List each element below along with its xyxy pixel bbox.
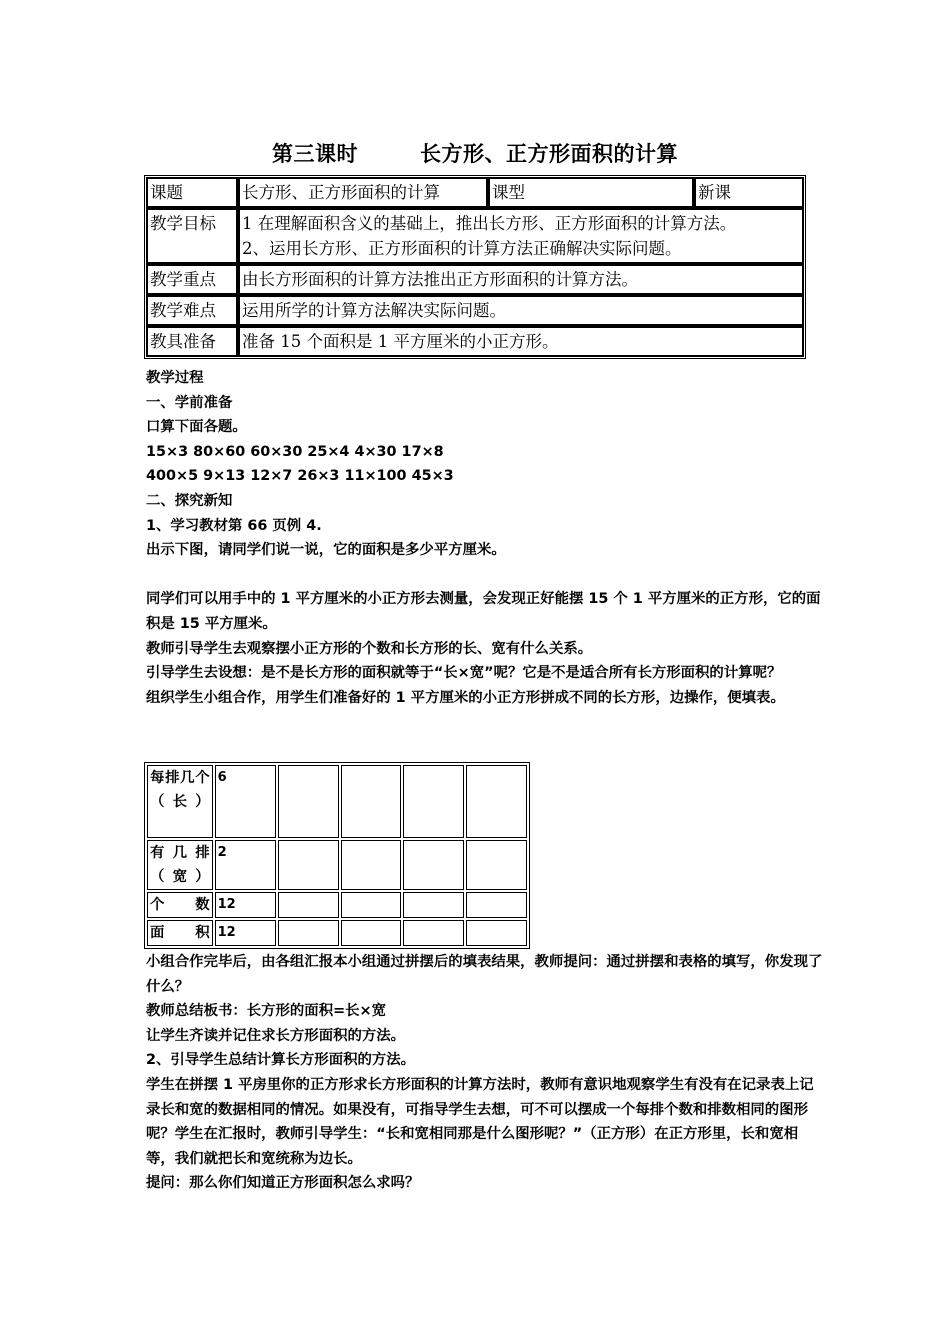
text-formula: 教师总结板书：长方形的面积=长×宽 <box>146 1003 386 1020</box>
label-topic: 课题 <box>147 178 237 207</box>
fill-cell <box>278 840 339 890</box>
label-objectives: 教学目标 <box>147 209 237 263</box>
info-row-topic <box>147 178 803 207</box>
value-lesson-type: 新课 <box>695 178 803 207</box>
value-objectives <box>239 209 803 263</box>
heading-teaching-process: 教学过程 <box>146 370 204 386</box>
fill-cell <box>341 840 402 890</box>
summary-section <box>146 950 826 1196</box>
fill-row-count <box>147 892 527 918</box>
fill-cell <box>403 920 464 946</box>
fill-cell <box>341 765 402 838</box>
label-lesson-type: 课型 <box>489 178 693 207</box>
fill-label-count: 个数 <box>147 892 213 918</box>
fill-label-area: 面积 <box>147 920 213 946</box>
label-difficulties: 教学难点 <box>147 296 237 325</box>
objective-1: 1 在理解面积含义的基础上，推出长方形、正方形面积的计算方法。 <box>242 214 737 233</box>
fill-value-area: 12 <box>215 920 276 946</box>
teaching-process-section <box>146 366 826 710</box>
text-observe: 教师引导学生去观察摆小正方形的个数和长方形的长、宽有什么关系。 <box>146 640 593 657</box>
fill-label-length: 每排几个（长） <box>147 765 213 838</box>
fill-cell <box>278 892 339 918</box>
info-row-materials <box>147 327 803 356</box>
text-read-aloud: 让学生齐读并记住求长方形面积的方法。 <box>146 1027 406 1044</box>
text-example: 1、学习教材第 66 页例 4. <box>146 517 322 534</box>
fill-cell <box>278 765 339 838</box>
fill-cell <box>278 920 339 946</box>
fill-cell <box>466 840 527 890</box>
blank-line <box>146 563 826 588</box>
text-question: 提问：那么你们知道正方形面积怎么求吗？ <box>146 1175 420 1192</box>
text-report: 小组合作完毕后，由各组汇报本小组通过拼摆后的填表结果，教师提问：通过拼摆和表格的填写，你发现了什么？ <box>146 954 823 995</box>
fill-label-width: 有几排（宽） <box>147 840 213 890</box>
value-key-points: 由长方形面积的计算方法推出正方形面积的计算方法。 <box>239 265 803 294</box>
fill-value-count: 12 <box>215 892 276 918</box>
fill-cell <box>341 892 402 918</box>
text-show-figure: 出示下图，请同学们说一说，它的面积是多少平方厘米。 <box>146 542 506 559</box>
text-oral-calc: 口算下面各题。 <box>146 419 247 436</box>
label-key-points: 教学重点 <box>147 265 237 294</box>
text-group-work: 组织学生小组合作，用学生们准备好的 1 平方厘米的小正方形拼成不同的长方形，边操作，便填表。 <box>146 689 785 706</box>
value-difficulties: 运用所学的计算方法解决实际问题。 <box>239 296 803 325</box>
fill-row-area <box>147 920 527 946</box>
info-row-difficulties <box>147 296 803 325</box>
title-lesson-number: 第三课时 <box>272 142 358 166</box>
heading-preparation: 一、学前准备 <box>146 394 233 411</box>
value-materials: 准备 15 个面积是 1 平方厘米的小正方形。 <box>239 327 803 356</box>
fill-row-length <box>147 765 527 838</box>
calc-row-2: 400×5 9×13 12×7 26×3 11×100 45×3 <box>146 468 454 485</box>
fill-in-table <box>144 762 530 949</box>
info-row-objectives <box>147 209 803 263</box>
heading-explore: 二、探究新知 <box>146 492 233 509</box>
fill-value-length: 6 <box>215 765 276 838</box>
fill-cell <box>466 765 527 838</box>
fill-row-width <box>147 840 527 890</box>
fill-cell <box>403 840 464 890</box>
info-row-key-points <box>147 265 803 294</box>
text-square-guidance: 学生在拼摆 1 平房里你的正方形求长方形面积的计算方法时，教师有意识地观察学生有没有在记录表上记录长和宽的数据相同的情况。如果没有，可指导学生去想，可不可以摆成一个每排个数和排数相同的图形呢？学生在汇报时，教师引导学生：“长和宽相同那是什么图形呢？”（正方形）在正方形里，长和宽相等，我们就把长和宽统称为边长。 <box>146 1076 814 1167</box>
label-materials: 教具准备 <box>147 327 237 356</box>
value-topic: 长方形、正方形面积的计算 <box>239 178 487 207</box>
title-topic: 长方形、正方形面积的计算 <box>420 142 678 166</box>
objective-2: 2、运用长方形、正方形面积的计算方法正确解决实际问题。 <box>242 239 682 258</box>
text-measure: 同学们可以用手中的 1 平方厘米的小正方形去测量，会发现正好能摆 15 个 1 平方厘米的正方形，它的面积是 15 平方厘米。 <box>146 591 821 632</box>
fill-cell <box>403 765 464 838</box>
fill-cell <box>466 892 527 918</box>
lesson-info-table <box>144 175 806 359</box>
fill-value-width: 2 <box>215 840 276 890</box>
fill-cell <box>466 920 527 946</box>
fill-cell <box>341 920 402 946</box>
heading-summarize: 2、引导学生总结计算长方形面积的方法。 <box>146 1052 416 1069</box>
fill-cell <box>403 892 464 918</box>
text-hypothesis: 引导学生去设想：是不是长方形的面积就等于“长×宽”呢？它是不是适合所有长方形面积的计算呢？ <box>146 665 782 682</box>
calc-row-1: 15×3 80×60 60×30 25×4 4×30 17×8 <box>146 443 444 460</box>
page-title <box>0 138 950 168</box>
